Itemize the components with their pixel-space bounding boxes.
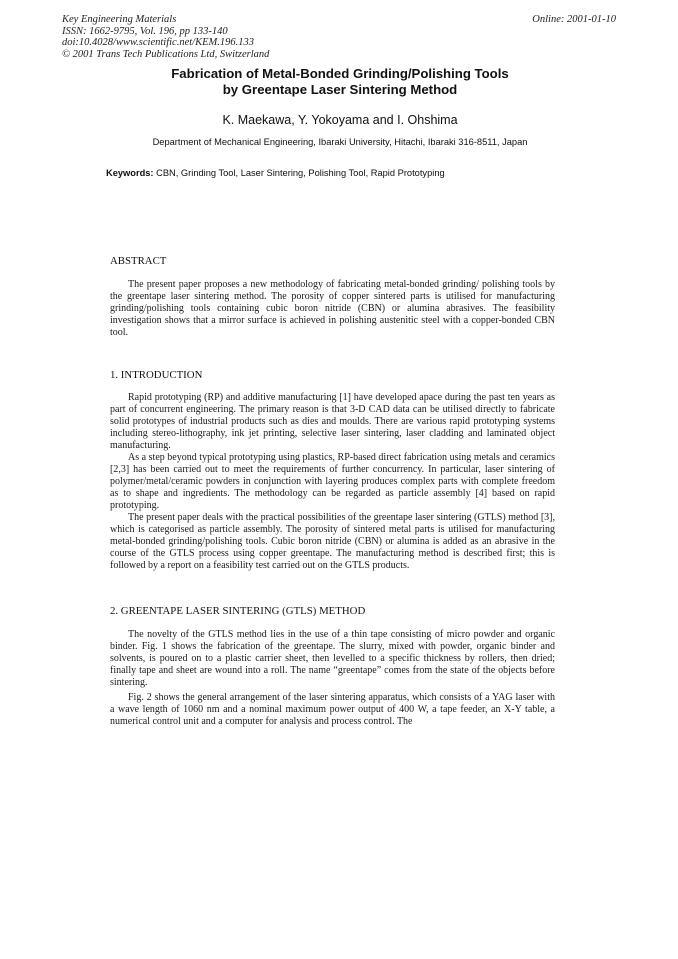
online-date: Online: 2001-01-10: [532, 14, 616, 25]
gtls-paragraph-2: Fig. 2 shows the general arrangement of the laser sintering apparatus, which consists of a YAG laser with a wave length of 1060 nm and a nominal maximum power output of 400 W, a tape feeder, an X-Y table, a numerical control unit and a computer for analysis and process control. The: [110, 692, 555, 728]
journal-name: Key Engineering Materials: [62, 14, 177, 25]
section-2-heading: 2. GREENTAPE LASER SINTERING (GTLS) METHOD: [110, 605, 366, 617]
gtls-paragraph-1: The novelty of the GTLS method lies in the use of a thin tape consisting of micro powder and organic binder. Fig. 1 shows the fabrication of the greentape. The slurry, mixed with powder, organic binder and solvents, is poured on to a plastic carrier sheet, then levelled to a specific thickness by rollers, then dried; finally tape and sheet are wound into a roll. The name “greentape” comes from the state of the objects before sintering.: [110, 629, 555, 689]
authors: K. Maekawa, Y. Yokoyama and I. Ohshima: [222, 113, 458, 127]
journal-issn: ISSN: 1662-9795, Vol. 196, pp 133-140: [62, 25, 228, 37]
keywords: [106, 168, 445, 178]
keywords-label: Keywords:: [106, 168, 154, 178]
intro-paragraph-1: Rapid prototyping (RP) and additive manufacturing [1] have developed apace during the past ten years as part of concurrent engineering. The primary reason is that 3-D CAD data can be utilised directly to fabricate solid prototypes of industrial products such as dies and moulds. There are various rapid prototyping systems including stereo-lithography, ink jet printing, selective laser sintering, laser cladding and laminated object manufacturing.: [110, 392, 555, 452]
intro-paragraph-3: The present paper deals with the practical possibilities of the greentape laser sintering (GTLS) method [3], which is categorised as particle assembly. The porosity of sintered metal parts is utilised for manufacturing metal-bonded grinding/polishing tools. Cubic boron nitride (CBN) or alumina is added as an abrasive in the course of the GTLS process using copper greentape. The manufacturing method is described first; this is followed by a report on a feasibility test carried out on the GTLS products.: [110, 512, 555, 572]
abstract-text: The present paper proposes a new methodology of fabricating metal-bonded grinding/ polishing tools by the greentape laser sintering method. The porosity of copper sintered parts is utilised for manufacturing grinding/polishing tools containing cubic boron nitride (CBN) or alumina abrasives. The feasibility investigation shows that a mirror surface is achieved in polishing austenitic steel with a copper-bonded CBN tool.: [110, 279, 555, 339]
affiliation: Department of Mechanical Engineering, Ibaraki University, Hitachi, Ibaraki 316-8511, Japan: [152, 137, 528, 147]
journal-doi: doi:10.4028/www.scientific.net/KEM.196.133: [62, 37, 254, 48]
journal-info: [62, 14, 269, 60]
section-1-heading: 1. INTRODUCTION: [110, 369, 203, 381]
title-line-2: by Greentape Laser Sintering Method: [222, 82, 458, 97]
journal-copyright: © 2001 Trans Tech Publications Ltd, Switzerland: [62, 48, 270, 60]
title-line-1: Fabrication of Metal-Bonded Grinding/Polishing Tools: [171, 66, 509, 81]
intro-paragraph-2: As a step beyond typical prototyping using plastics, RP-based direct fabrication using metals and ceramics [2,3] has been carried out to meet the requirements of further concurrency. In particular, laser sintering of polymer/metal/ceramic powders in conjunction with layering produces complex parts with complete freedom as to shape and ingredients. The methodology can be regarded as particle assembly [4] based on rapid prototyping.: [110, 452, 555, 512]
paper-title: [100, 66, 580, 98]
keywords-text: CBN, Grinding Tool, Laser Sintering, Polishing Tool, Rapid Prototyping: [156, 168, 445, 178]
abstract-heading: ABSTRACT: [110, 255, 167, 267]
